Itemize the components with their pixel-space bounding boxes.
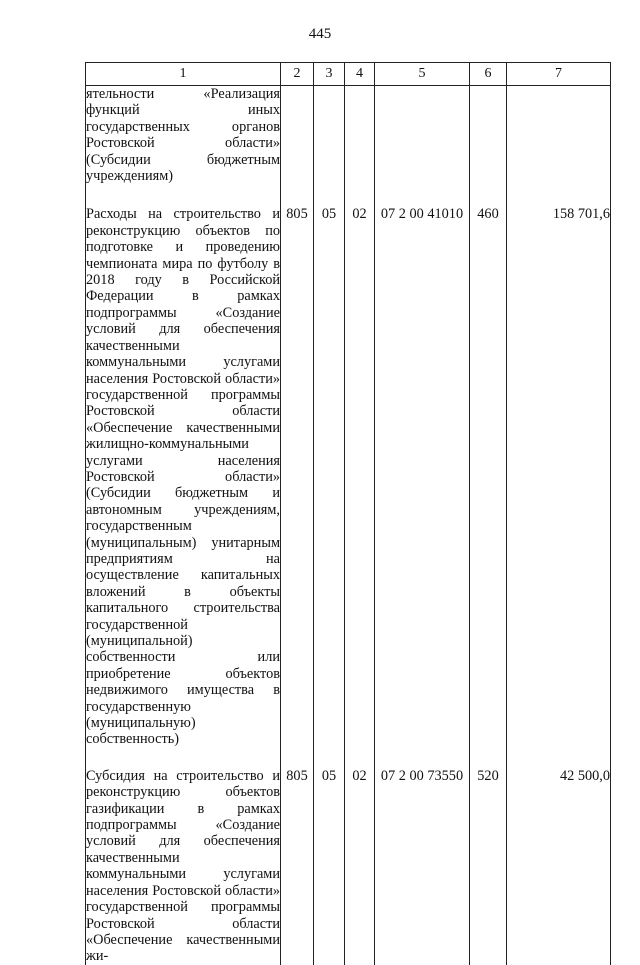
row-target-code [375,86,470,197]
row-subsection-code: 02 [345,196,375,761]
row-target-code: 07 2 00 41010 [375,196,470,761]
column-header: 2 [281,63,314,86]
column-header: 4 [345,63,375,86]
budget-table [85,62,611,965]
column-header: 3 [314,63,345,86]
row-section-code: 05 [314,762,345,965]
row-section-code: 05 [314,196,345,761]
column-header: 1 [86,63,281,86]
row-subsection-code: 02 [345,762,375,965]
column-header: 7 [507,63,611,86]
page-number: 445 [308,26,332,42]
row-description: ятельности «Реализация функций иных государственных органов Ростовской области» (Субсидии бюджетным учреждениям) [86,86,281,197]
header-row [86,63,611,86]
column-header: 6 [470,63,507,86]
row-section-code [314,86,345,197]
row-expense-type: 460 [470,196,507,761]
row-expense-type: 520 [470,762,507,965]
row-amount: 42 500,0 [507,762,611,965]
row-subsection-code [345,86,375,197]
table-row [86,86,611,197]
row-amount: 158 701,6 [507,196,611,761]
row-target-code: 07 2 00 73550 [375,762,470,965]
table-row [86,196,611,761]
column-header: 5 [375,63,470,86]
row-description: Субсидия на строительство и реконструкцию объектов газификации в рамках подпрограммы «Создание условий для обеспечения качественными коммунальными услугами населения Ростовской области» государственной программы Ростовской области «Обеспечение качественными жи- [86,762,281,965]
row-expense-type [470,86,507,197]
row-description: Расходы на строительство и реконструкцию объектов по подготовке и проведению чемпионата мира по футболу в 2018 году в Российской Федерации в рамках подпрограммы «Создание условий для обеспечения качественными коммунальными услугами населения Ростовской области» государственной программы Ростовской области «Обеспечение качественными жилищно-коммунальными услугами населения Ростовской области» (Субсидии бюджетным и автономным учреждениям, государственным (муниципальным) унитарным предприятиям на осуществление капитальных вложений в объекты капитального строительства государственной (муниципальной) собственности или приобретение объектов недвижимого имущества в государственную (муниципальную) собственность) [86,196,281,761]
table-row [86,762,611,965]
row-amount [507,86,611,197]
row-admin-code [281,86,314,197]
row-admin-code: 805 [281,196,314,761]
row-admin-code: 805 [281,762,314,965]
